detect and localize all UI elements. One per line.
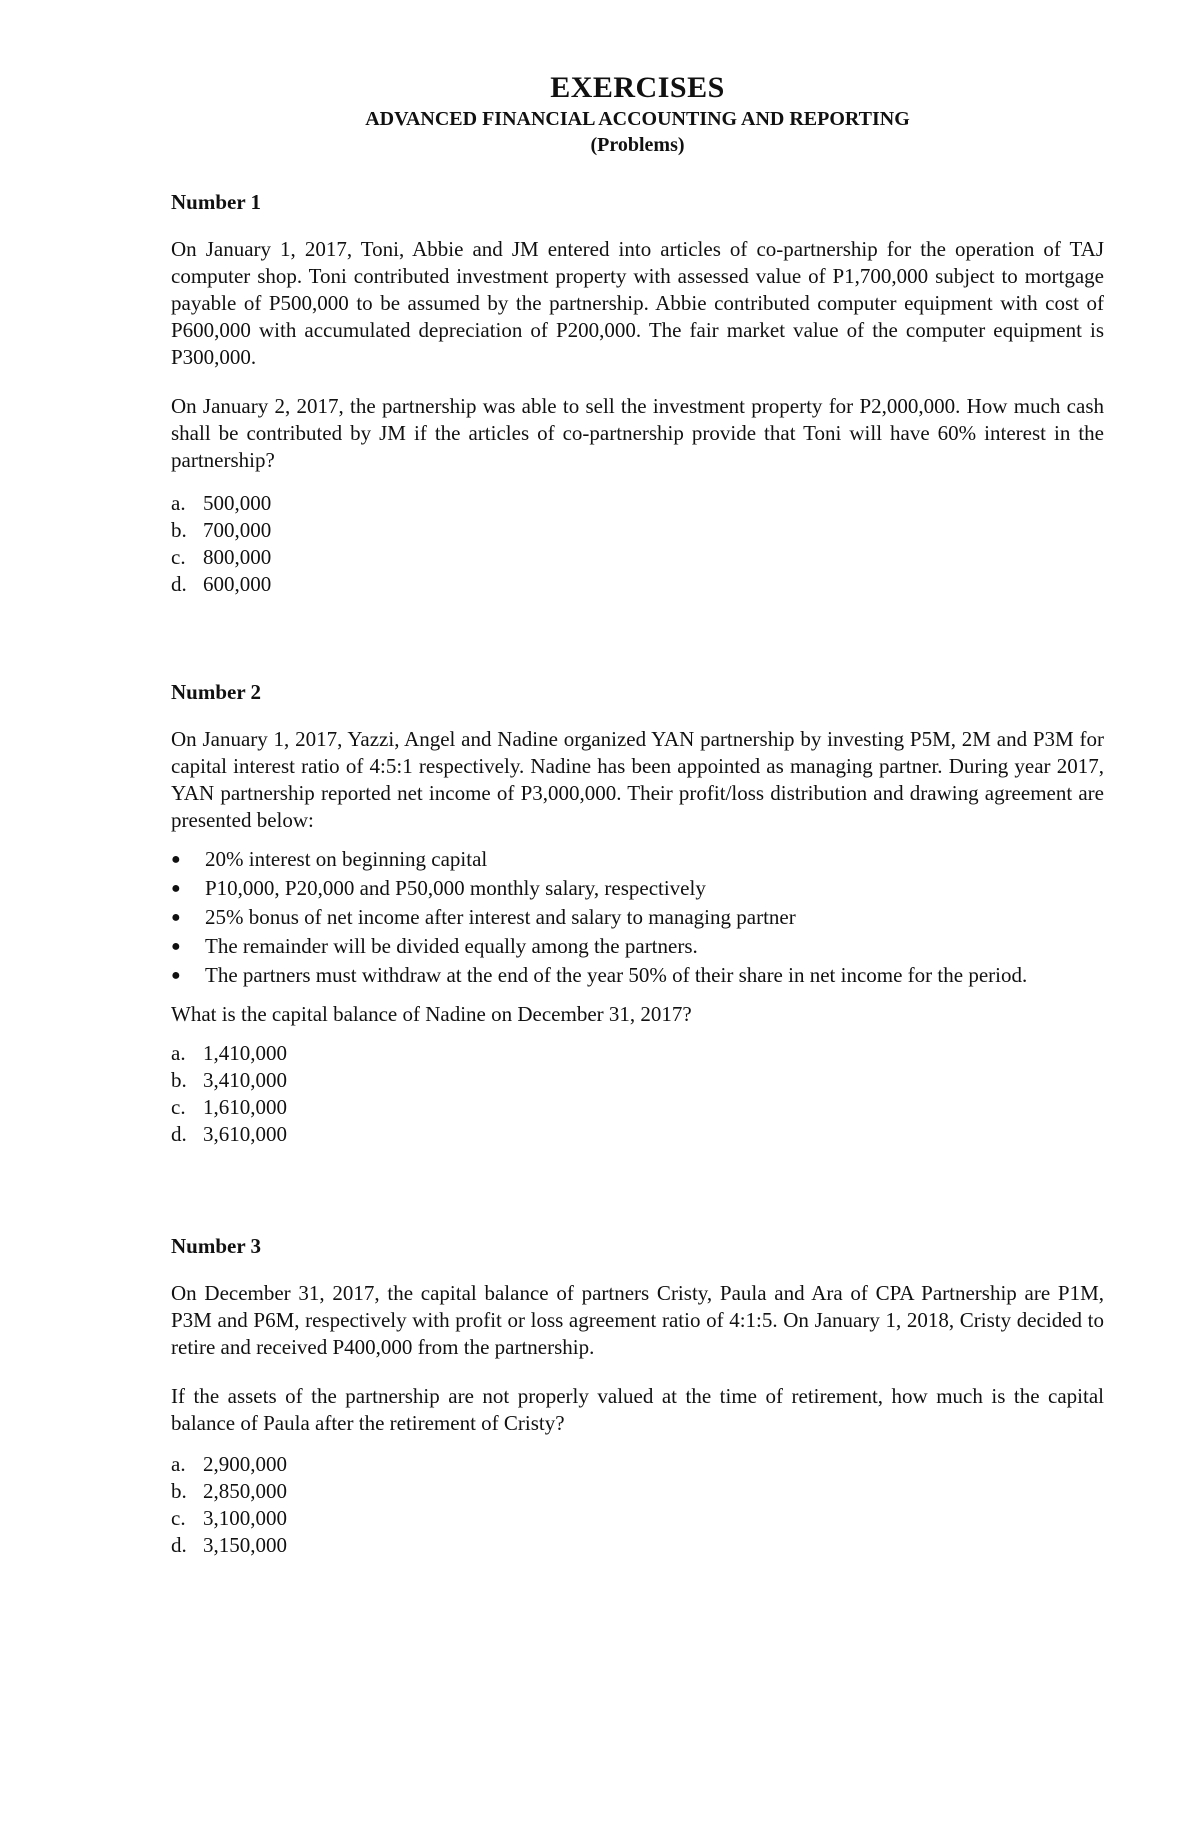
problem-3	[171, 1232, 1104, 1559]
choice-item	[171, 1067, 1104, 1094]
choice-text: 3,610,000	[203, 1122, 287, 1146]
bullet-text: P10,000, P20,000 and P50,000 monthly salary, respectively	[205, 876, 706, 900]
choice-letter: b.	[171, 518, 187, 542]
choice-text: 2,900,000	[203, 1452, 287, 1476]
choice-item	[171, 517, 1104, 544]
problem-1	[171, 188, 1104, 598]
problem-2-bullets	[171, 846, 1104, 989]
choice-letter: b.	[171, 1068, 187, 1092]
choice-text: 3,150,000	[203, 1533, 287, 1557]
choice-text: 500,000	[203, 491, 272, 515]
choice-item	[171, 1451, 1104, 1478]
choice-item	[171, 1040, 1104, 1067]
bullet-icon: ●	[171, 880, 181, 897]
problem-1-choices	[171, 490, 1104, 598]
bullet-icon: ●	[171, 909, 181, 926]
bullet-icon: ●	[171, 851, 181, 868]
choice-letter: a.	[171, 491, 186, 515]
choice-letter: c.	[171, 1506, 186, 1530]
problem-2-choices	[171, 1040, 1104, 1148]
choice-item	[171, 571, 1104, 598]
choice-item	[171, 1478, 1104, 1505]
choice-item	[171, 1094, 1104, 1121]
bullet-item	[171, 904, 1104, 931]
choice-item	[171, 544, 1104, 571]
choice-text: 700,000	[203, 518, 272, 542]
choice-text: 3,100,000	[203, 1506, 287, 1530]
choice-item	[171, 1532, 1104, 1559]
problem-3-heading: Number 3	[171, 1234, 262, 1258]
choice-letter: d.	[171, 572, 187, 596]
bullet-item	[171, 875, 1104, 902]
bullet-text: The partners must withdraw at the end of the year 50% of their share in net income for the period.	[205, 963, 1028, 987]
page-subsubtitle: (Problems)	[590, 134, 685, 156]
problem-1-paragraph-1: On January 1, 2017, Toni, Abbie and JM entered into articles of co-partnership for the operation of TAJ computer shop. Toni contributed investment property with assessed value of P1,700,000 subject to mortgage payable of P500,000 to be assumed by the partnership. Abbie contributed computer equipment with cost of P600,000 with accumulated depreciation of P200,000. The fair market value of the computer equipment is P300,000.	[171, 237, 1104, 369]
problem-3-choices	[171, 1451, 1104, 1559]
problem-2-question: What is the capital balance of Nadine on December 31, 2017?	[171, 1002, 692, 1026]
choice-text: 600,000	[203, 572, 272, 596]
problem-3-paragraph-2: If the assets of the partnership are not properly valued at the time of retirement, how much is the capital balance of Paula after the retirement of Cristy?	[171, 1384, 1104, 1435]
choice-text: 2,850,000	[203, 1479, 287, 1503]
choice-letter: c.	[171, 545, 186, 569]
problem-2	[171, 678, 1104, 1148]
problem-1-paragraph-2: On January 2, 2017, the partnership was able to sell the investment property for P2,000,000. How much cash shall be contributed by JM if the articles of co-partnership provide that Toni will have 60% interest in the partnership?	[171, 394, 1104, 472]
problem-3-paragraph-1: On December 31, 2017, the capital balance of partners Cristy, Paula and Ara of CPA Partnership are P1M, P3M and P6M, respectively with profit or loss agreement ratio of 4:1:5. On January 1, 2018, Cristy decided to retire and received P400,000 from the partnership.	[171, 1281, 1104, 1359]
page-subtitle: ADVANCED FINANCIAL ACCOUNTING AND REPORTING	[365, 108, 910, 130]
problem-2-intro: On January 1, 2017, Yazzi, Angel and Nadine organized YAN partnership by investing P5M, 2M and P3M for capital interest ratio of 4:5:1 respectively. Nadine has been appointed as managing partner. During year 2017, YAN partnership reported net income of P3,000,000. Their profit/loss distribution and drawing agreement are presented below:	[171, 727, 1104, 832]
choice-text: 800,000	[203, 545, 272, 569]
choice-letter: d.	[171, 1122, 187, 1146]
bullet-item	[171, 933, 1104, 960]
bullet-text: 25% bonus of net income after interest and salary to managing partner	[205, 905, 796, 929]
choice-text: 1,610,000	[203, 1095, 287, 1119]
choice-letter: b.	[171, 1479, 187, 1503]
choice-letter: c.	[171, 1095, 186, 1119]
problem-1-heading: Number 1	[171, 190, 262, 214]
bullet-item	[171, 846, 1104, 873]
bullet-icon: ●	[171, 938, 181, 955]
bullet-item	[171, 962, 1104, 989]
problem-2-heading: Number 2	[171, 680, 262, 704]
bullet-icon: ●	[171, 967, 181, 984]
bullet-text: The remainder will be divided equally among the partners.	[205, 934, 698, 958]
page-title: EXERCISES	[550, 71, 725, 104]
choice-item	[171, 1121, 1104, 1148]
choice-text: 1,410,000	[203, 1041, 287, 1065]
choice-item	[171, 490, 1104, 517]
choice-item	[171, 1505, 1104, 1532]
choice-text: 3,410,000	[203, 1068, 287, 1092]
bullet-text: 20% interest on beginning capital	[205, 847, 488, 871]
choice-letter: d.	[171, 1533, 187, 1557]
choice-letter: a.	[171, 1452, 186, 1476]
choice-letter: a.	[171, 1041, 186, 1065]
